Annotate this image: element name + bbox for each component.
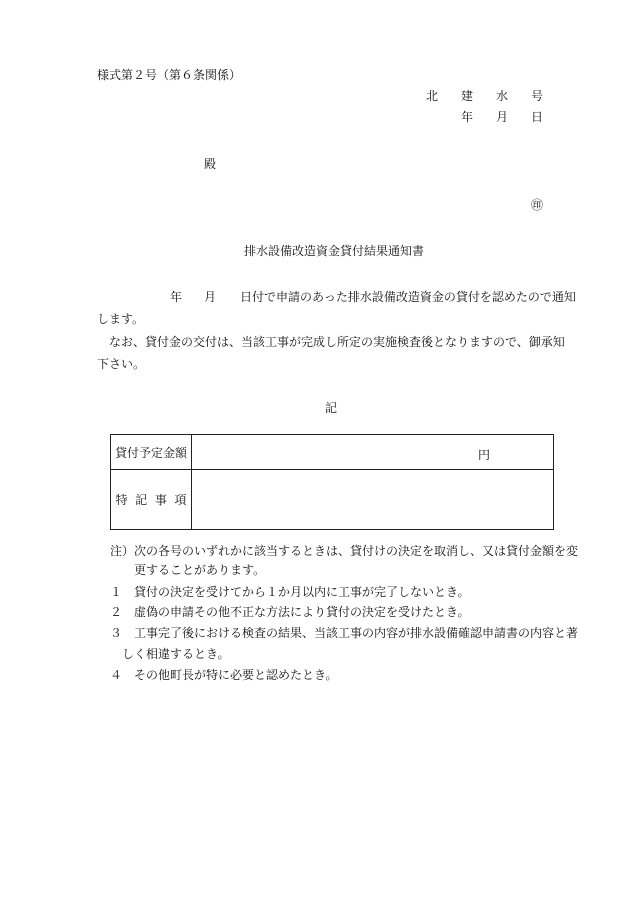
record-heading: 記 (325, 401, 338, 415)
yen-unit: 円 (478, 448, 491, 462)
notes-intro-line-1: 注）次の各号のいずれかに該当するときは、貸付けの決定を取消し、又は貸付金額を変 (110, 544, 579, 558)
note-item-3-number: ３ (110, 626, 123, 640)
body-year-label: 年 (170, 290, 183, 304)
loan-info-table (110, 434, 554, 530)
special-notes-label-char-3: 事 (154, 493, 167, 507)
note-item-4-number: ４ (110, 668, 123, 682)
loan-amount-label: 貸付予定金額 (111, 435, 192, 470)
document-title: 排水設備改造資金貸付結果通知書 (244, 244, 425, 258)
doc-number-char-4: 号 (531, 89, 544, 103)
special-notes-label-char-2: 記 (135, 493, 148, 507)
body-line-4: 下さい。 (97, 357, 146, 371)
note-item-1-text: 貸付の決定を受けてから１か月以内に工事が完了しないとき。 (134, 585, 470, 599)
addressee-suffix: 殿 (204, 157, 217, 171)
body-line-3: なお、貸付金の交付は、当該工事が完成し所定の実施検査後となりますので、御承知 (109, 335, 565, 349)
doc-number-char-1: 北 (426, 89, 439, 103)
special-notes-label-char-1: 特 (115, 493, 128, 507)
body-month-label: 月 (204, 290, 217, 304)
note-item-3-continuation: しく相違するとき。 (122, 647, 230, 661)
form-number: 様式第２号（第６条関係） (97, 68, 242, 82)
note-item-3-text: 工事完了後における検査の結果、当該工事の内容が排水設備確認申請書の内容と著 (134, 626, 579, 640)
date-month-label: 月 (496, 110, 509, 124)
doc-number-char-3: 水 (496, 89, 509, 103)
body-line-2: します。 (97, 312, 145, 326)
note-item-2-number: ２ (110, 605, 123, 619)
note-item-1-number: １ (110, 585, 123, 599)
special-notes-label-char-4: 項 (174, 493, 187, 507)
loan-amount-value-cell[interactable] (192, 435, 554, 470)
date-year-label: 年 (461, 110, 474, 124)
note-item-2-text: 虚偽の申請その他不正な方法により貸付の決定を受けたとき。 (134, 605, 470, 619)
doc-number-char-2: 建 (461, 89, 474, 103)
body-line-1: 日付で申請のあった排水設備改造資金の貸付を認めたので通知 (240, 290, 576, 304)
table-row-special-notes (111, 470, 554, 530)
date-day-label: 日 (531, 110, 544, 124)
note-item-4-text: その他町長が特に必要と認めたとき。 (134, 668, 338, 682)
special-notes-label (111, 470, 192, 530)
special-notes-value-cell[interactable] (192, 470, 554, 530)
table-row-loan-amount (111, 435, 554, 470)
seal-mark: ㊞ (531, 198, 544, 212)
notes-intro-line-2: 更することがあります。 (134, 563, 266, 577)
